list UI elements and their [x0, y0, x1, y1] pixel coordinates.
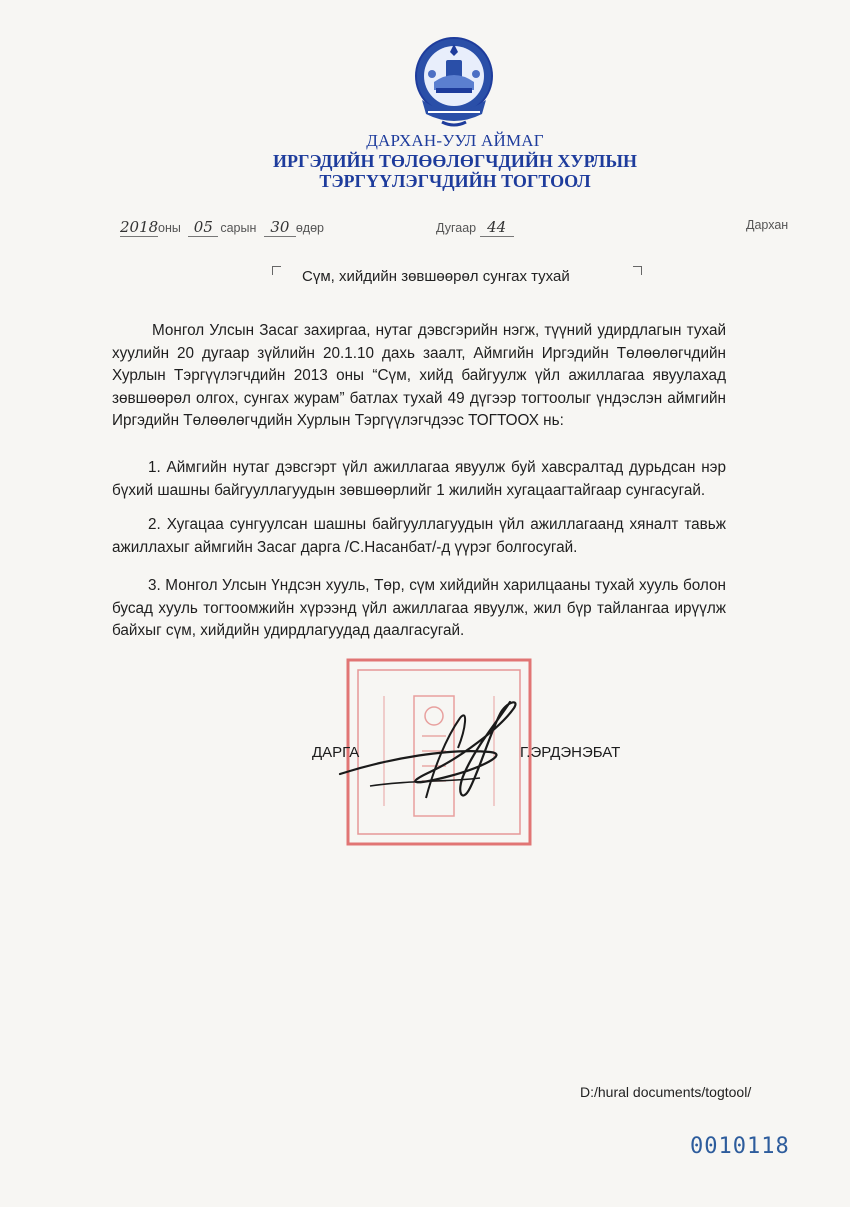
number-value: 44: [480, 218, 514, 237]
bracket-top-left: [272, 266, 281, 275]
bracket-top-right: [633, 266, 642, 275]
resolution-item-1: 1. Аймгийн нутаг дэвсгэрт үйл ажиллагаа явуулж буй хавсралтад дурьдсан нэр бүхий шашны байгууллагуудын зөвшөөрлийг 1 жилийн хугацаагтайгаар сунгасугай.: [112, 459, 726, 499]
document-number: [436, 218, 514, 237]
place: Дархан: [746, 218, 789, 232]
signature-title: ДАРГА: [312, 744, 360, 761]
date-year-suffix: оны: [158, 221, 181, 235]
signatory-name: Г.ЭРДЭНЭБАТ: [520, 744, 621, 761]
file-path: D:/hural documents/togtool/: [580, 1084, 752, 1100]
subject-block: [272, 266, 642, 290]
date-day: 30: [264, 218, 296, 237]
date-year: 2018: [120, 218, 159, 236]
resolution-item-2: 2. Хугацаа сунгуулсан шашны байгууллагуудын үйл ажиллагаанд хяналт тавьж ажиллахыг аймгийн Засаг дарга /С.Насанбат/-д үүрэг болгосугай.: [112, 516, 726, 556]
header-line-2: ИРГЭДИЙН ТӨЛӨӨЛӨГЧДИЙН ХУРЛЫН: [272, 151, 637, 171]
handwritten-signature: [330, 688, 540, 818]
date-month-suffix: сарын: [220, 221, 257, 235]
header-line-3: ТЭРГҮҮЛЭГЧДИЙН ТОГТООЛ: [319, 171, 591, 191]
date-month: 05: [188, 218, 218, 237]
resolution-item-3: 3. Монгол Улсын Үндсэн хууль, Төр, сүм хийдийн харилцааны тухай хууль болон бусад хууль тогтоомжийн хүрээнд үйл ажиллагаа явуулж, жил бүр тайлангаа ирүүлж байхыг сүм, хийдийн удирдлагуудад даалгасугай.: [112, 577, 726, 639]
state-emblem-icon: [412, 30, 496, 130]
header-line-1: ДАРХАН-УУЛ АЙМАГ: [366, 131, 544, 150]
date-line: [120, 218, 324, 237]
date-day-suffix: өдөр: [295, 221, 325, 235]
subject-title: Сүм, хийдийн зөвшөөрөл сунгах тухай: [302, 268, 570, 285]
number-label: Дугаар: [436, 221, 477, 235]
serial-number: 0010118: [690, 1134, 790, 1159]
preamble-paragraph: Монгол Улсын Засаг захиргаа, нутаг дэвсгэрийн нэгж, түүний удирдлагын тухай хуулийн 20 дугаар зүйлийн 20.1.10 дахь заалт, Аймгийн Иргэдийн Төлөөлөгчдийн Хурлын Тэргүүлэгчдийн 2013 оны “Сүм, хийд байгуулж үйл ажиллагаа явуулахад зөвшөөрөл олгох, сунгах журам” батлах тухай 49 дүгээр тогтоолыг үндэслэн аймгийн Иргэдийн Төлөөлөгчдийн Хурлын Тэргүүлэгчдээс ТОГТООХ нь:: [112, 322, 726, 429]
